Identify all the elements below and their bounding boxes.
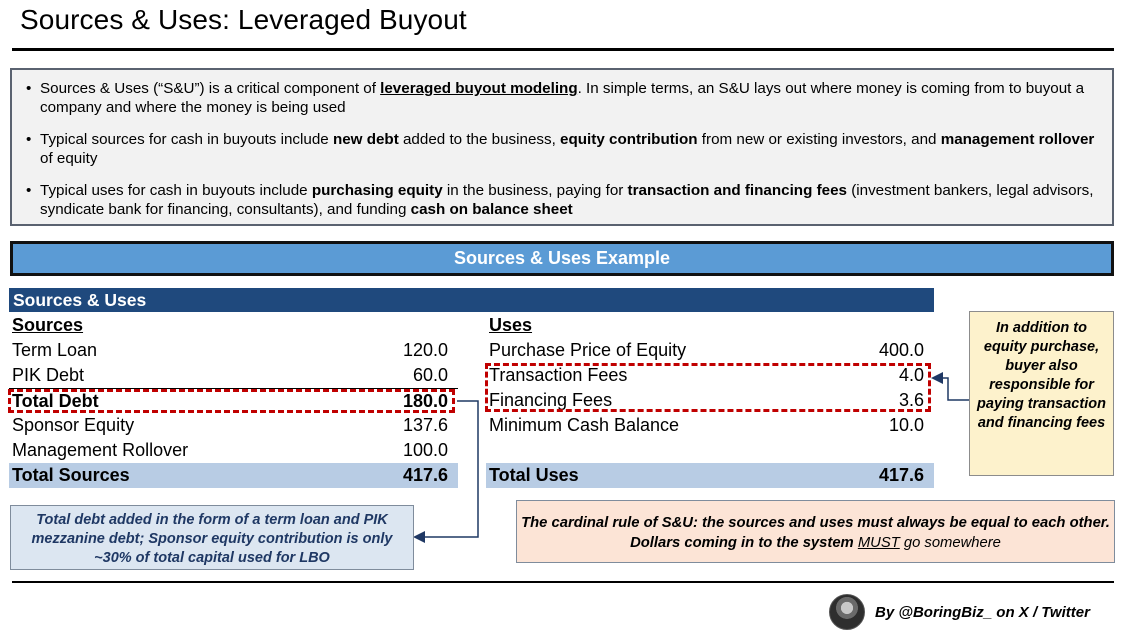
sources-title: Sources: [12, 315, 84, 335]
row-value: 10.0: [888, 415, 924, 435]
row-value: 100.0: [402, 440, 448, 460]
row-value: 400.0: [878, 340, 924, 360]
cardinal-rule-callout: The cardinal rule of S&U: the sources and uses must always be equal to each other. Dollars coming in to the system MUST go somewhere: [516, 500, 1115, 563]
bullet-item: • Typical uses for cash in buyouts include purchasing equity in the business, paying for transaction and financing fees (investment bankers, legal advisors, syndicate bank for financing, consultants), and funding cash on balance sheet: [26, 181, 1098, 219]
bullet-item: • Typical sources for cash in buyouts include new debt added to the business, equity contribution from new or existing investors, and management rollover of equity: [26, 130, 1098, 168]
row-label: PIK Debt: [12, 365, 85, 385]
row-label: Transaction Fees: [489, 365, 628, 385]
row-value: 120.0: [402, 340, 448, 360]
debt-callout: Total debt added in the form of a term loan and PIK mezzanine debt; Sponsor equity contribution is only ~30% of total capital used for LBO: [10, 505, 414, 570]
row-label: Sponsor Equity: [12, 415, 135, 435]
row-label: Total Sources: [12, 465, 130, 485]
row-label: Total Uses: [489, 465, 579, 485]
row-value: 4.0: [898, 365, 924, 385]
row-label: Total Debt: [12, 391, 99, 411]
author-avatar: [829, 594, 865, 630]
bullet-item: • Sources & Uses (“S&U”) is a critical component of leveraged buyout modeling. In simple terms, an S&U lays out where money is coming from to buyout a company and where the money is being used: [26, 79, 1098, 117]
row-value: 180.0: [402, 391, 448, 411]
row-value: 417.6: [402, 465, 448, 485]
bullet-link-lbo-modeling[interactable]: leveraged buyout modeling: [380, 80, 578, 97]
uses-title: Uses: [489, 315, 533, 335]
row-value: 3.6: [898, 390, 924, 410]
row-label: Term Loan: [12, 340, 98, 360]
row-value: 60.0: [412, 365, 448, 385]
fees-callout: In addition to equity purchase, buyer also responsible for paying transaction and financing fees: [969, 311, 1114, 476]
example-banner: Sources & Uses Example: [10, 241, 1114, 276]
row-label: Minimum Cash Balance: [489, 415, 680, 435]
fees-note-arrow: [934, 378, 969, 400]
footer-divider: [12, 581, 1114, 583]
row-value: 137.6: [402, 415, 448, 435]
page-title: Sources & Uses: Leveraged Buyout: [20, 4, 467, 35]
row-label: Financing Fees: [489, 390, 613, 410]
row-value: 417.6: [878, 465, 924, 485]
debt-note-arrow: [416, 401, 478, 537]
author-byline: By @BoringBiz_ on X / Twitter: [875, 604, 1090, 621]
table-header: Sources & Uses: [9, 288, 934, 312]
row-label: Management Rollover: [12, 440, 189, 460]
row-label: Purchase Price of Equity: [489, 340, 687, 360]
